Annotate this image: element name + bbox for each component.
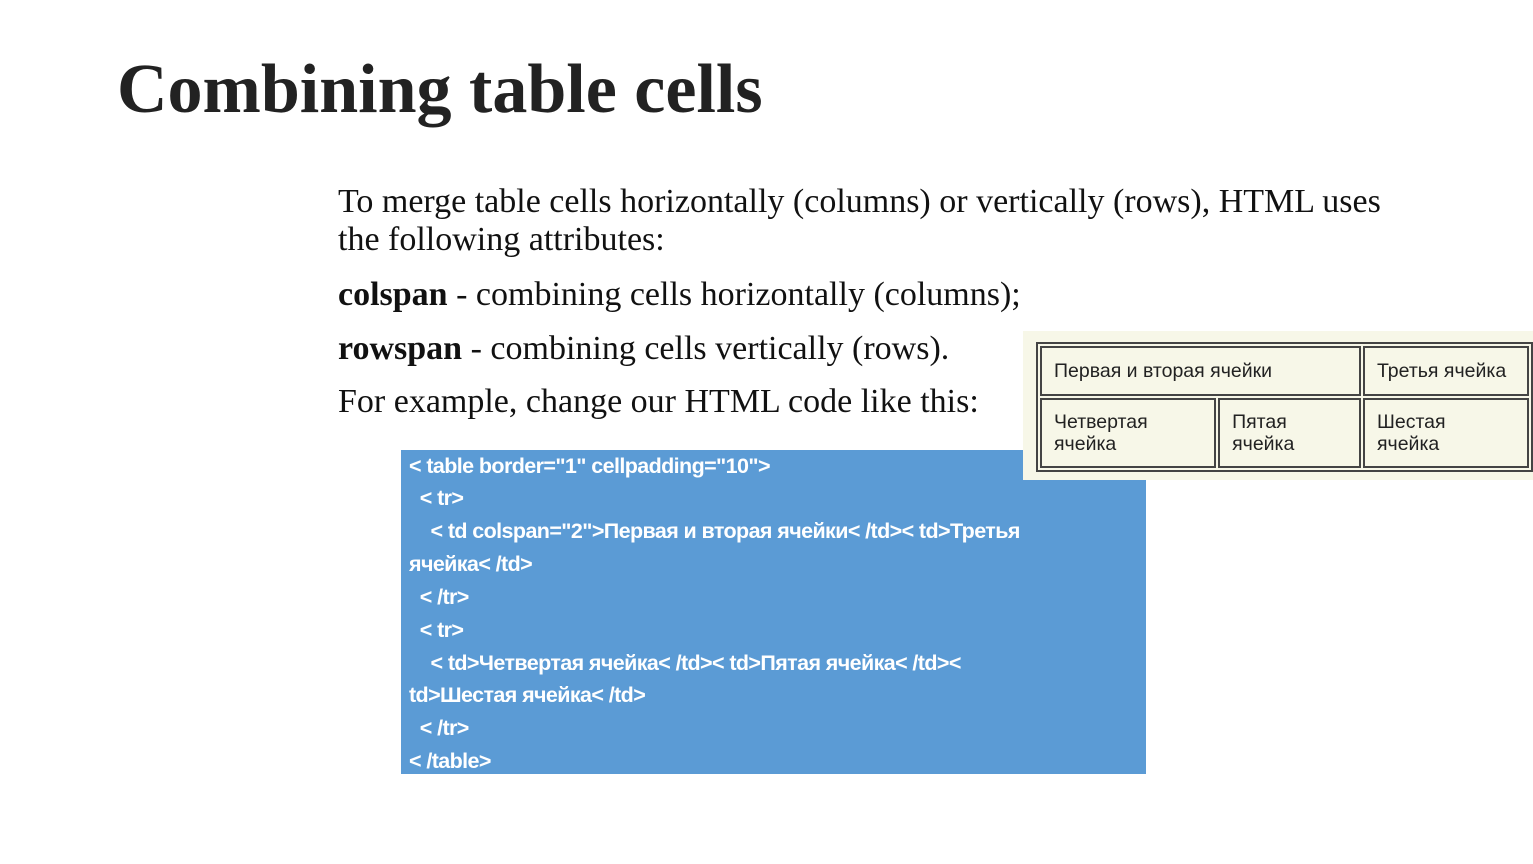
cell-line: ячейка	[1232, 433, 1295, 455]
table-cell-merged: Первая и вторая ячейки	[1040, 346, 1361, 396]
rowspan-description: - combining cells vertically (rows).	[462, 330, 950, 367]
rowspan-term: rowspan	[338, 330, 463, 367]
cell-line: Четвертая	[1054, 411, 1148, 433]
code-line: < tr>	[409, 618, 464, 642]
table-cell	[1218, 398, 1361, 468]
code-line: < td colspan="2">Первая и вторая ячейки< /td>< td>Третья	[409, 519, 1020, 543]
code-example-box	[401, 450, 1146, 774]
intro-paragraph: To merge table cells horizontally (columns) or vertically (rows), HTML uses the following attributes:	[338, 183, 1381, 258]
table-cell	[1040, 398, 1216, 468]
code-line: < /tr>	[409, 585, 469, 609]
example-intro: For example, change our HTML code like this:	[338, 383, 979, 420]
code-line: < td>Четвертая ячейка< /td>< td>Пятая ячейка< /td><	[409, 651, 961, 675]
table-row	[1040, 398, 1529, 468]
code-line: ячейка< /td>	[409, 552, 533, 576]
table-cell	[1363, 398, 1529, 468]
code-line: < /tr>	[409, 716, 469, 740]
code-line: < /table>	[409, 749, 491, 773]
colspan-definition	[338, 276, 1428, 314]
slide-title: Combining table cells	[117, 51, 763, 128]
cell-line: ячейка	[1376, 433, 1440, 455]
cell-line: ячейка	[1054, 433, 1117, 455]
cell-line: Пятая	[1232, 411, 1287, 433]
cell-line: Шестая	[1376, 411, 1446, 433]
colspan-term: colspan	[338, 276, 448, 313]
table-cell: Третья ячейка	[1363, 346, 1529, 396]
rendered-table-example	[1023, 331, 1533, 480]
demo-table	[1036, 342, 1533, 472]
table-row	[1040, 346, 1529, 396]
colspan-description: - combining cells horizontally (columns);	[447, 276, 1021, 313]
code-line: < table border="1" cellpadding="10">	[409, 454, 770, 478]
code-line: td>Шестая ячейка< /td>	[409, 683, 646, 707]
code-line: < tr>	[409, 486, 464, 510]
